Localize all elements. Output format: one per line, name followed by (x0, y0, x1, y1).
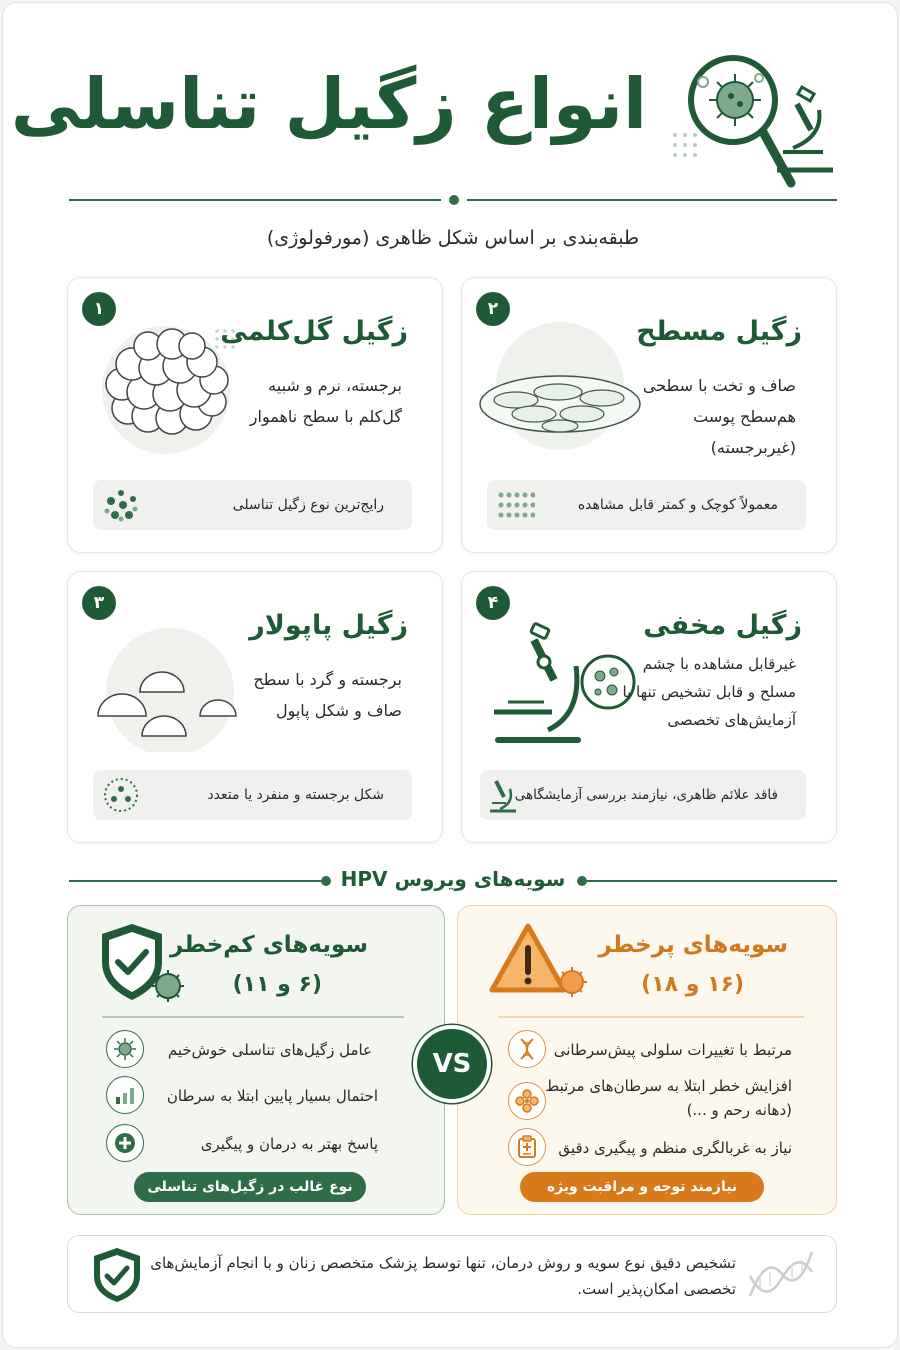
high-risk-item: افزایش خطر ابتلا به سرطان‌های مرتبط (دهانه رحم و ...) (545, 1077, 792, 1119)
clipboard-icon (508, 1128, 546, 1166)
section-divider-right (583, 880, 837, 882)
card-title: زگیل پاپولار (249, 610, 408, 641)
card-footer-text: فاقد علائم ظاهری، نیازمند بررسی آزمایشگاهی (514, 787, 778, 803)
card-hidden-wart (461, 571, 837, 843)
card-footer-text: معمولاً کوچک و کمتر قابل مشاهده (577, 497, 778, 513)
card-footer-text: شکل برجسته و منفرد یا متعدد (207, 787, 384, 803)
card-number: ۴ (476, 586, 510, 620)
card-cauliflower-wart (67, 277, 443, 553)
page-title: انواع زگیل تناسلی (10, 63, 647, 145)
page-subtitle: طبقه‌بندی بر اساس شکل ظاهری (مورفولوژی) (266, 227, 640, 249)
dotted-circle-icon (101, 775, 141, 815)
magnifier-microscope-icon (673, 48, 843, 193)
low-risk-types: (۶ و ۱۱) (232, 972, 322, 997)
diagnosis-note-text: تشخیص دقیق نوع سویه و روش درمان، تنها توسط پزشک متخصص زنان و با انجام آزمایش‌های تخصصی امکان‌پذیر است. (150, 1254, 736, 1298)
card-footer (93, 770, 412, 820)
shield-check-icon (90, 1246, 144, 1304)
high-risk-item: نیاز به غربالگری منظم و پیگیری دقیق (558, 1139, 792, 1157)
low-risk-title: سویه‌های کم‌خطر (170, 932, 368, 958)
high-risk-title: سویه‌های پرخطر (598, 932, 788, 958)
card-papular-wart (67, 571, 443, 843)
card-description: برجسته، نرم و شبیه گل‌کلم با سطح ناهموار (249, 376, 402, 426)
cluster-dots-icon (101, 485, 141, 525)
low-risk-item: احتمال بسیار پایین ابتلا به سرطان (166, 1087, 378, 1105)
dna-icon (746, 1246, 816, 1304)
microscope-icon (486, 775, 520, 815)
card-flat-wart (461, 277, 837, 553)
decorative-dots (671, 131, 711, 161)
card-description: برجسته و گرد با سطح صاف و شکل پاپول (253, 670, 402, 720)
card-footer (93, 480, 412, 530)
low-risk-panel (67, 905, 445, 1215)
card-number: ۲ (476, 292, 510, 326)
cells-icon (508, 1082, 546, 1120)
high-risk-types: (۱۶ و ۱۸) (641, 972, 744, 997)
low-risk-badge: نوع غالب در زگیل‌های تناسلی (134, 1172, 366, 1202)
section-title: سویه‌های ویروس HPV (340, 867, 566, 891)
panel-divider (498, 1016, 804, 1018)
card-title: زگیل مسطح (636, 316, 802, 347)
warning-triangle-icon (486, 920, 596, 1006)
card-description: غیرقابل مشاهده با چشم مسلح و قابل تشخیص تنها با آزمایش‌های تخصصی (622, 655, 796, 729)
divider-right (467, 199, 837, 201)
card-number: ۱ (82, 292, 116, 326)
card-footer (487, 480, 806, 530)
card-footer-text: رایج‌ترین نوع زگیل تناسلی (232, 497, 384, 513)
infographic-page (2, 2, 898, 1348)
microscope-illustration (488, 618, 638, 748)
high-risk-panel (457, 905, 837, 1215)
card-title: زگیل گل‌کلمی (220, 316, 408, 347)
card-footer (480, 770, 806, 820)
card-title: زگیل مخفی (643, 610, 802, 641)
card-description: صاف و تخت با سطحی هم‌سطح پوست (غیربرجسته) (642, 376, 796, 457)
dot-grid-icon (495, 485, 535, 525)
divider-left (69, 199, 441, 201)
vs-badge: VS (413, 1025, 491, 1103)
panel-divider (102, 1016, 404, 1018)
high-risk-badge: نیازمند توجه و مراقبت ویژه (520, 1172, 764, 1202)
diagnosis-note (67, 1235, 837, 1313)
high-risk-item: مرتبط با تغییرات سلولی پیش‌سرطانی (553, 1041, 792, 1059)
flat-wart-illustration (476, 318, 646, 458)
divider-dot (449, 195, 459, 205)
low-risk-item: عامل زگیل‌های تناسلی خوش‌خیم (167, 1041, 372, 1059)
low-risk-item: پاسخ بهتر به درمان و پیگیری (200, 1135, 378, 1153)
papular-wart-illustration (88, 612, 248, 752)
card-number: ۳ (82, 586, 116, 620)
